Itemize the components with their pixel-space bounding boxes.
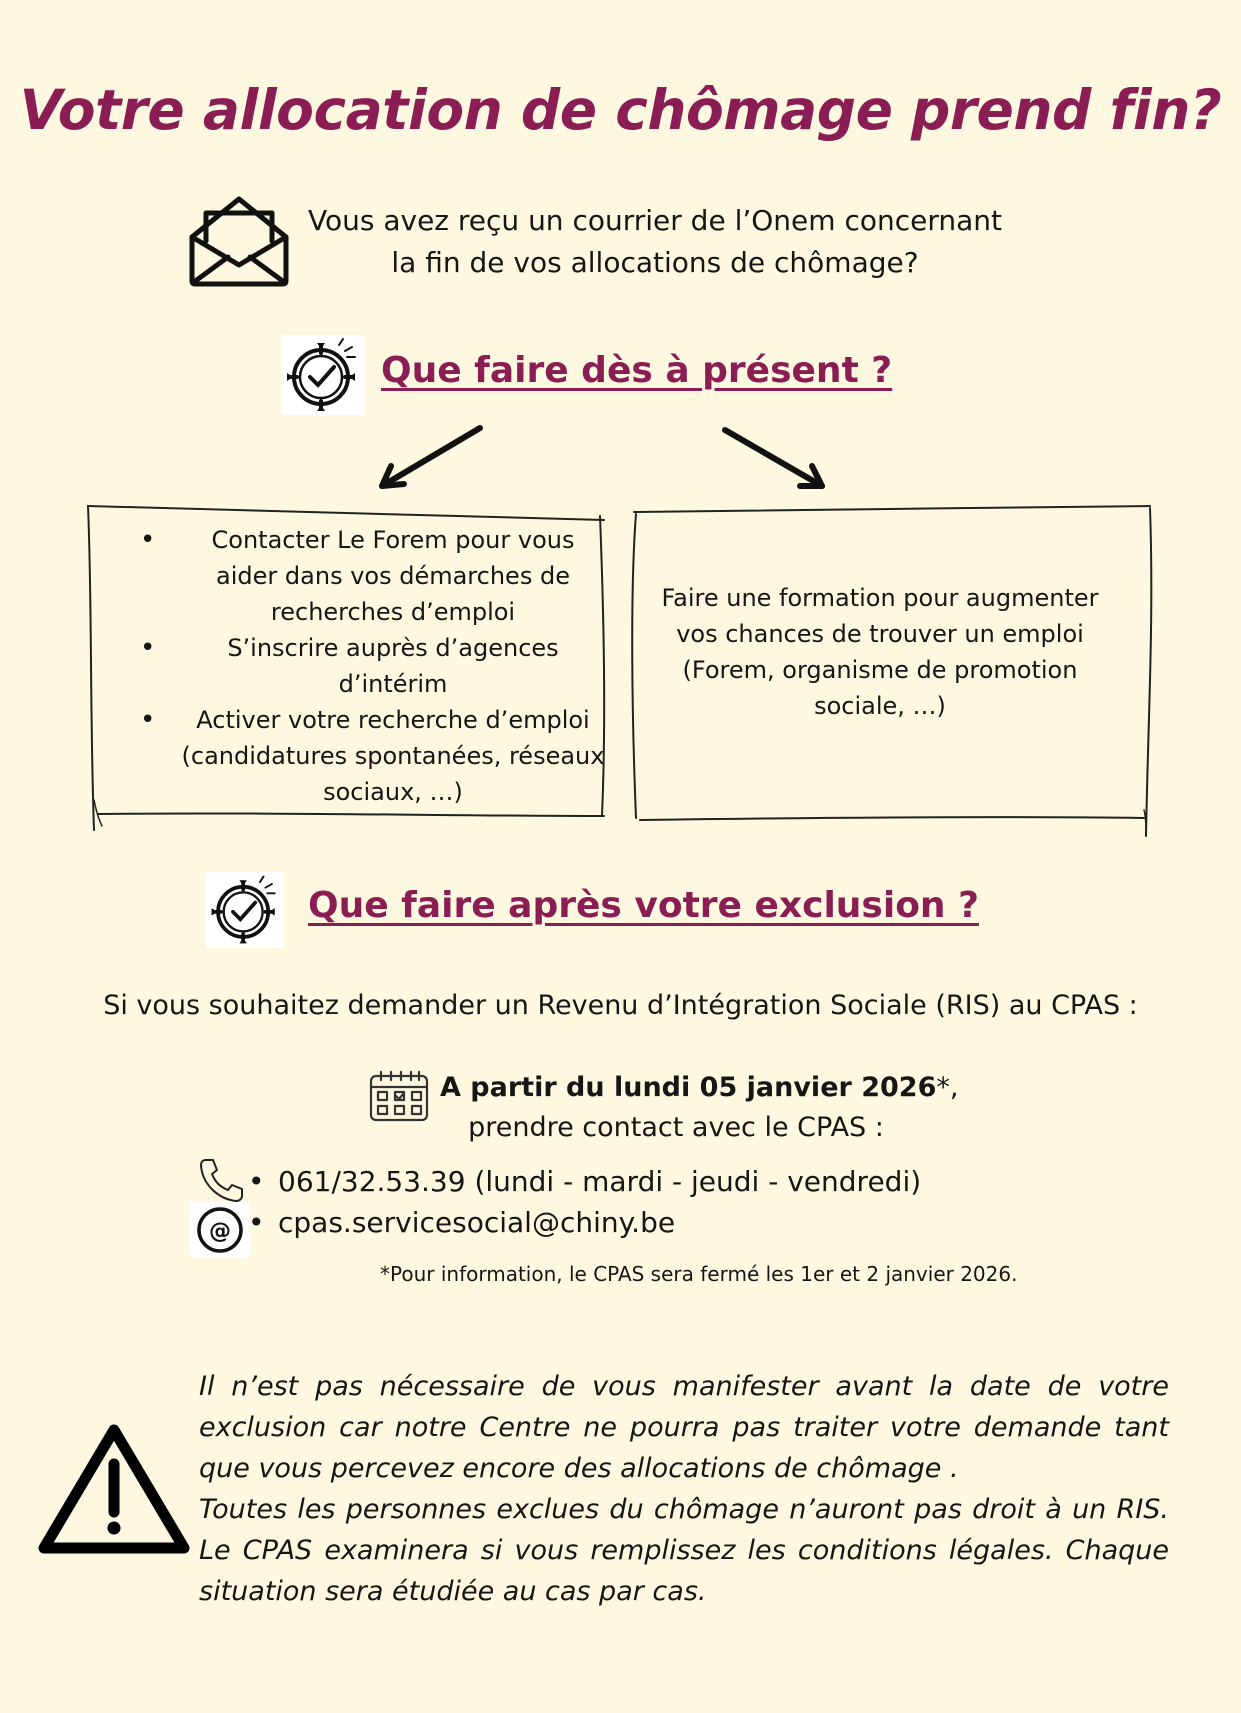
contact-line: prendre contact avec le CPAS : xyxy=(468,1112,884,1143)
clock-check-icon xyxy=(281,335,365,415)
warning-text xyxy=(199,1366,1169,1612)
intro-text xyxy=(290,200,1020,284)
clock-check-icon xyxy=(206,872,284,948)
warning-paragraph-2: Toutes les personnes exclues du chômage n’auront pas droit à un RIS. Le CPAS examinera si vous remplissez les conditions légales. Chaque situation sera étudiée au cas par cas. xyxy=(199,1494,1169,1607)
footnote: *Pour information, le CPAS sera fermé les 1er et 2 janvier 2026. xyxy=(380,1262,1018,1286)
arrow-down-right-icon xyxy=(725,430,822,486)
ris-line: Si vous souhaitez demander un Revenu d’Intégration Sociale (RIS) au CPAS : xyxy=(103,990,1138,1021)
section-heading-after: Que faire après votre exclusion ? xyxy=(308,885,979,926)
list-item: • Activer votre recherche d’emploi (candidatures spontanées, réseaux sociaux, …) xyxy=(128,702,608,810)
date-bold: A partir du lundi 05 janvier 2026 xyxy=(440,1072,937,1103)
list-item: • S’inscrire auprès d’agences d’intérim xyxy=(128,630,608,702)
phone-number: • 061/32.53.39 (lundi - mardi - jeudi - vendredi) xyxy=(248,1161,921,1202)
warning-icon xyxy=(38,1422,190,1556)
phone-icon xyxy=(198,1156,244,1202)
page-title: Votre allocation de chômage prend fin? xyxy=(19,78,1222,142)
arrows xyxy=(360,420,840,500)
date-line xyxy=(440,1068,958,1108)
svg-text:@: @ xyxy=(209,1219,231,1244)
list-item: • Contacter Le Forem pour vous aider dans vos démarches de recherches d’emploi xyxy=(128,522,608,630)
at-icon xyxy=(190,1202,250,1258)
right-box-text: Faire une formation pour augmenter vos chances de trouver un emploi (Forem, organisme de promotion sociale, …) xyxy=(661,584,1099,720)
intro-line-1: Vous avez reçu un courrier de l’Onem concernant xyxy=(308,204,1002,237)
intro-line-2: la fin de vos allocations de chômage? xyxy=(391,246,919,279)
contact-list xyxy=(248,1161,921,1243)
email-address: • cpas.servicesocial@chiny.be xyxy=(248,1202,921,1243)
envelope-icon xyxy=(186,193,292,289)
arrow-down-left-icon xyxy=(382,428,480,486)
warning-paragraph-1: Il n’est pas nécessaire de vous manifester avant la date de votre exclusion car notre Centre ne pourra pas traiter votre demande tant que vous percevez encore des allocations de chômage . xyxy=(199,1371,1169,1484)
section-heading-now: Que faire dès à présent ? xyxy=(381,350,893,391)
date-suffix: *, xyxy=(936,1072,959,1103)
left-box-list xyxy=(128,522,608,810)
